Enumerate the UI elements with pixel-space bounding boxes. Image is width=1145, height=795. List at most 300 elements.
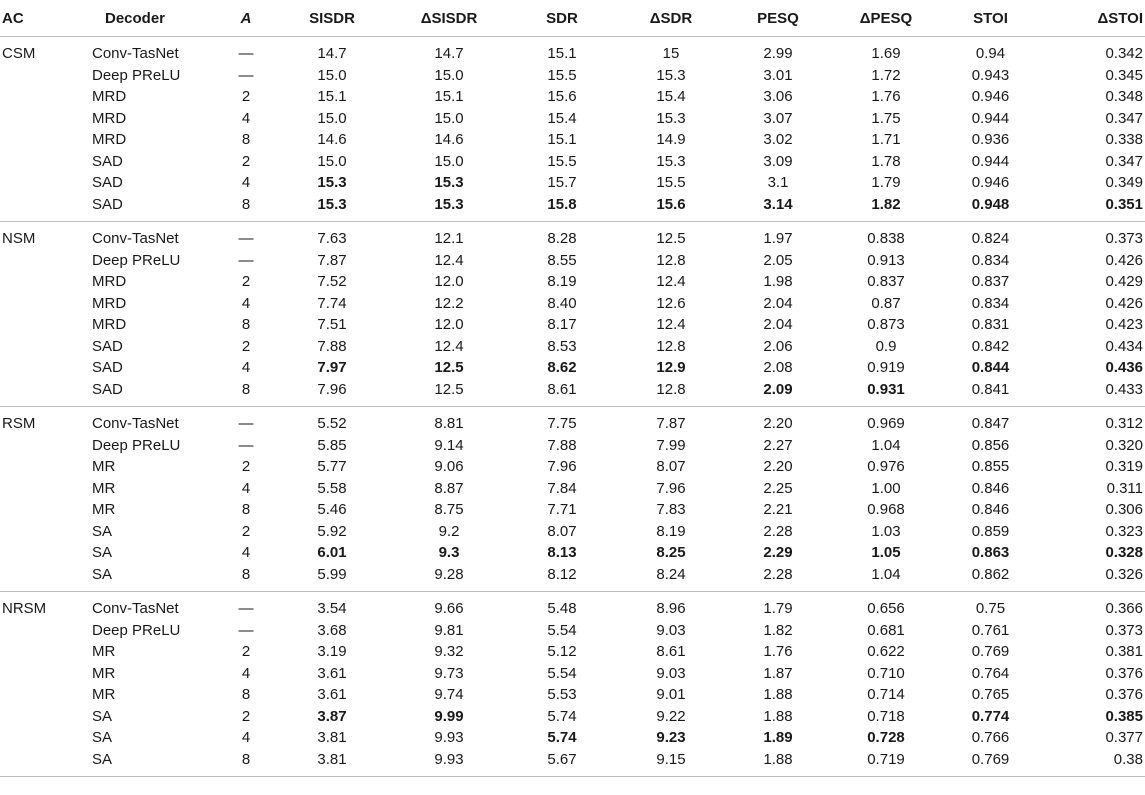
header-ac: AC [0, 0, 90, 37]
stoi-cell: 0.846 [971, 479, 1010, 497]
sisdr-cell: 7.87 [317, 251, 347, 269]
table-group-csm [0, 37, 1145, 222]
delta-sdr-cell: 12.8 [616, 379, 726, 407]
decoder-cell: MRD [92, 273, 127, 290]
delta-stoi-cell: 0.348 [1105, 88, 1143, 105]
ac-label: NRSM [2, 600, 47, 617]
delta-pesq-cell: 1.69 [871, 45, 901, 62]
delta-stoi-cell: 0.385 [1105, 707, 1143, 725]
sisdr-cell: 3.81 [317, 729, 347, 746]
a-cell: — [238, 436, 254, 454]
table-row [0, 706, 1145, 728]
stoi-cell: 0.761 [971, 621, 1010, 639]
header-sisdr: SISDR [274, 0, 390, 37]
delta-sisdr-cell: 9.93 [434, 729, 464, 746]
decoder-cell: MR [92, 686, 116, 703]
sdr-cell: 15.5 [547, 66, 577, 84]
table-row [0, 129, 1145, 151]
ac-label-empty [0, 293, 90, 315]
delta-stoi-cell: 0.433 [1039, 379, 1145, 407]
delta-sisdr-cell: 9.73 [434, 664, 464, 682]
decoder-cell: MRD [92, 131, 127, 148]
delta-sisdr-cell: 9.32 [434, 643, 464, 660]
delta-stoi-cell: 0.366 [1105, 600, 1143, 617]
delta-sisdr-cell: 12.0 [434, 316, 464, 333]
pesq-cell: 3.1 [767, 174, 789, 191]
sdr-cell: 7.96 [547, 458, 577, 475]
decoder-cell: SA [90, 564, 218, 592]
delta-pesq-cell: 0.976 [867, 458, 905, 475]
pesq-cell: 2.27 [763, 436, 793, 454]
delta-stoi-cell: 0.306 [1105, 501, 1143, 518]
table-row [0, 379, 1145, 407]
sisdr-cell: 3.54 [317, 600, 347, 617]
delta-sisdr-cell: 15.1 [434, 88, 464, 105]
delta-sisdr-cell: 12.1 [434, 230, 464, 247]
decoder-cell: Conv-TasNet [92, 45, 179, 62]
table-row [0, 521, 1145, 543]
header-row [0, 0, 1145, 37]
ac-label-empty [0, 129, 90, 151]
table-row [0, 65, 1145, 87]
delta-sisdr-cell: 15.0 [434, 152, 464, 170]
delta-pesq-cell: 0.714 [867, 686, 905, 703]
delta-sdr-cell: 9.01 [656, 686, 686, 703]
delta-stoi-cell: 0.312 [1105, 415, 1143, 432]
header-delta-sdr: ΔSDR [616, 0, 726, 37]
stoi-cell: 0.946 [971, 88, 1010, 105]
a-cell: 2 [241, 273, 251, 290]
delta-sisdr-cell: 12.2 [434, 294, 464, 312]
delta-pesq-cell: 0.931 [830, 379, 942, 407]
sisdr-cell: 3.19 [317, 643, 347, 660]
ac-label-empty [0, 727, 90, 749]
stoi-cell: 0.862 [942, 564, 1039, 592]
ac-label-empty [0, 86, 90, 108]
a-cell: 8 [218, 749, 274, 777]
decoder-cell: SA [92, 544, 113, 561]
stoi-cell: 0.844 [971, 359, 1010, 376]
ac-label-empty [0, 684, 90, 706]
table-row [0, 564, 1145, 592]
table-row [0, 499, 1145, 521]
ac-label: RSM [2, 415, 36, 432]
pesq-cell: 1.88 [763, 707, 793, 725]
delta-pesq-cell: 0.838 [867, 230, 905, 247]
decoder-cell: SA [92, 729, 113, 746]
delta-sdr-cell: 15.3 [656, 109, 686, 127]
ac-label-empty [0, 749, 90, 777]
sdr-cell: 15.1 [547, 45, 577, 62]
pesq-cell: 2.05 [763, 251, 793, 269]
delta-sisdr-cell: 15.0 [434, 66, 464, 84]
decoder-cell: SA [90, 749, 218, 777]
delta-pesq-cell: 0.969 [867, 415, 905, 432]
delta-pesq-cell: 1.00 [871, 479, 901, 497]
header-decoder: Decoder [90, 0, 218, 37]
a-cell: 2 [241, 522, 251, 540]
header-stoi: STOI [942, 0, 1039, 37]
sisdr-cell: 15.3 [274, 194, 390, 222]
sdr-cell: 5.48 [547, 600, 577, 617]
ac-label-empty [0, 336, 90, 358]
delta-sisdr-cell: 8.75 [434, 501, 464, 518]
delta-sisdr-cell: 8.81 [434, 415, 464, 432]
delta-sdr-cell: 12.9 [656, 359, 686, 376]
sdr-cell: 15.5 [547, 152, 577, 170]
sisdr-cell: 14.7 [317, 45, 347, 62]
table-row [0, 314, 1145, 336]
delta-pesq-cell: 1.75 [871, 109, 901, 127]
delta-pesq-cell: 0.837 [867, 273, 905, 290]
delta-sdr-cell: 7.87 [656, 415, 686, 432]
stoi-cell: 0.944 [971, 109, 1010, 127]
ac-label-empty [0, 641, 90, 663]
delta-pesq-cell: 0.919 [867, 359, 905, 376]
stoi-cell: 0.75 [975, 600, 1006, 617]
delta-pesq-cell: 0.913 [867, 251, 905, 269]
delta-sdr-cell: 7.99 [656, 436, 686, 454]
sdr-cell: 8.62 [547, 359, 577, 376]
sisdr-cell: 5.77 [317, 458, 347, 475]
stoi-cell: 0.936 [971, 131, 1010, 148]
table-row [0, 86, 1145, 108]
delta-sdr-cell: 12.5 [656, 230, 686, 247]
delta-sdr-cell: 9.03 [656, 664, 686, 682]
decoder-cell: MR [92, 501, 116, 518]
pesq-cell: 2.09 [726, 379, 830, 407]
sisdr-cell: 3.61 [317, 686, 347, 703]
delta-sisdr-cell: 12.4 [434, 337, 464, 355]
delta-sdr-cell: 15.3 [656, 66, 686, 84]
delta-pesq-cell: 0.622 [867, 643, 905, 660]
a-cell: 8 [218, 379, 274, 407]
decoder-cell: SAD [92, 337, 123, 355]
a-cell: 8 [241, 501, 251, 518]
decoder-cell: MR [92, 479, 116, 497]
ac-label-empty [0, 357, 90, 379]
stoi-cell: 0.769 [971, 643, 1010, 660]
delta-pesq-cell: 1.76 [871, 88, 901, 105]
header-delta-pesq: ΔPESQ [830, 0, 942, 37]
delta-sisdr-cell: 14.6 [434, 131, 464, 148]
sdr-cell: 5.54 [547, 664, 577, 682]
header-pesq: PESQ [726, 0, 830, 37]
pesq-cell: 3.01 [763, 66, 793, 84]
delta-sisdr-cell: 12.5 [390, 379, 508, 407]
a-cell: 4 [241, 359, 251, 376]
ac-label-empty [0, 478, 90, 500]
table-group-nrsm [0, 592, 1145, 777]
pesq-cell: 1.97 [763, 230, 793, 247]
decoder-cell: MRD [92, 294, 127, 312]
stoi-cell: 0.834 [971, 251, 1010, 269]
ac-label-empty [0, 379, 90, 407]
delta-pesq-cell: 0.728 [867, 729, 905, 746]
stoi-cell: 0.847 [971, 415, 1010, 432]
sisdr-cell: 15.3 [317, 174, 347, 191]
delta-pesq-cell: 1.79 [871, 174, 901, 191]
sdr-cell: 8.40 [547, 294, 577, 312]
table-row [0, 727, 1145, 749]
stoi-cell: 0.863 [971, 544, 1010, 561]
decoder-cell: Deep PReLU [92, 66, 181, 84]
delta-sdr-cell: 8.96 [656, 600, 686, 617]
sisdr-cell: 3.81 [274, 749, 390, 777]
delta-stoi-cell: 0.347 [1105, 152, 1143, 170]
stoi-cell: 0.948 [942, 194, 1039, 222]
delta-sisdr-cell: 9.81 [434, 621, 464, 639]
a-cell: — [238, 251, 254, 269]
stoi-cell: 0.842 [971, 337, 1010, 355]
stoi-cell: 0.766 [971, 729, 1010, 746]
sisdr-cell: 5.46 [317, 501, 347, 518]
ac-label-empty [0, 564, 90, 592]
decoder-cell: Deep PReLU [92, 621, 181, 639]
table-row [0, 194, 1145, 222]
delta-sdr-cell: 8.61 [656, 643, 686, 660]
decoder-cell: Deep PReLU [92, 436, 181, 454]
pesq-cell: 1.79 [763, 600, 793, 617]
delta-sisdr-cell: 9.06 [434, 458, 464, 475]
sisdr-cell: 15.0 [317, 66, 347, 84]
delta-stoi-cell: 0.373 [1105, 230, 1143, 247]
decoder-cell: Conv-TasNet [92, 230, 179, 247]
a-cell: 2 [241, 707, 251, 725]
sdr-cell: 8.17 [547, 316, 577, 333]
delta-pesq-cell: 1.03 [871, 522, 901, 540]
sdr-cell: 8.07 [547, 522, 577, 540]
pesq-cell: 3.06 [763, 88, 793, 105]
sisdr-cell: 5.58 [317, 479, 347, 497]
sisdr-cell: 3.68 [317, 621, 347, 639]
a-cell: — [238, 621, 254, 639]
sisdr-cell: 5.92 [317, 522, 347, 540]
delta-pesq-cell: 0.656 [867, 600, 905, 617]
delta-sdr-cell: 12.8 [656, 337, 686, 355]
sdr-cell: 5.12 [547, 643, 577, 660]
a-cell: 2 [241, 337, 251, 355]
delta-sisdr-cell: 15.3 [390, 194, 508, 222]
delta-stoi-cell: 0.320 [1105, 436, 1143, 454]
stoi-cell: 0.846 [971, 501, 1010, 518]
pesq-cell: 2.25 [763, 479, 793, 497]
sdr-cell: 8.13 [547, 544, 577, 561]
a-cell: — [238, 45, 254, 62]
sisdr-cell: 14.6 [317, 131, 347, 148]
table-row [0, 407, 1145, 435]
sisdr-cell: 15.0 [317, 152, 347, 170]
sisdr-cell: 7.51 [317, 316, 347, 333]
a-cell: — [238, 600, 254, 617]
sisdr-cell: 3.87 [317, 707, 347, 725]
delta-pesq-cell: 0.968 [867, 501, 905, 518]
pesq-cell: 2.08 [763, 359, 793, 376]
ac-label-empty [0, 108, 90, 130]
table-row [0, 293, 1145, 315]
a-cell: 4 [241, 729, 251, 746]
sdr-cell: 15.1 [547, 131, 577, 148]
delta-sdr-cell: 15.5 [656, 174, 686, 191]
sisdr-cell: 7.74 [317, 294, 347, 312]
stoi-cell: 0.837 [971, 273, 1010, 290]
ac-label-empty [0, 542, 90, 564]
ac-label-empty [0, 620, 90, 642]
delta-sisdr-cell: 9.74 [434, 686, 464, 703]
delta-sisdr-cell: 9.2 [438, 522, 460, 540]
delta-sdr-cell: 12.6 [656, 294, 686, 312]
a-cell: 4 [241, 109, 251, 127]
delta-stoi-cell: 0.38 [1039, 749, 1145, 777]
sisdr-cell: 6.01 [317, 544, 347, 561]
table-row [0, 151, 1145, 173]
pesq-cell: 2.21 [763, 501, 793, 518]
pesq-cell: 2.28 [763, 522, 793, 540]
delta-stoi-cell: 0.381 [1105, 643, 1143, 660]
delta-stoi-cell: 0.323 [1105, 522, 1143, 540]
sdr-cell: 8.28 [547, 230, 577, 247]
table-row [0, 620, 1145, 642]
decoder-cell: MR [92, 643, 116, 660]
ac-label-empty [0, 151, 90, 173]
table-row [0, 108, 1145, 130]
delta-sdr-cell: 12.4 [656, 273, 686, 290]
ac-label-empty [0, 271, 90, 293]
sdr-cell: 8.19 [547, 273, 577, 290]
table-row [0, 37, 1145, 65]
decoder-cell: MRD [92, 316, 127, 333]
pesq-cell: 2.06 [763, 337, 793, 355]
pesq-cell: 2.04 [763, 316, 793, 333]
delta-stoi-cell: 0.326 [1039, 564, 1145, 592]
delta-pesq-cell: 1.04 [830, 564, 942, 592]
delta-sdr-cell: 9.15 [616, 749, 726, 777]
a-cell: 4 [241, 294, 251, 312]
decoder-cell: SA [92, 522, 113, 540]
ac-label-empty [0, 65, 90, 87]
delta-stoi-cell: 0.434 [1105, 337, 1143, 355]
delta-pesq-cell: 0.718 [867, 707, 905, 725]
delta-stoi-cell: 0.373 [1105, 621, 1143, 639]
sdr-cell: 5.54 [547, 621, 577, 639]
decoder-cell: SA [92, 707, 113, 725]
header-delta-stoi: ΔSTOI [1039, 0, 1145, 37]
delta-sisdr-cell: 9.93 [390, 749, 508, 777]
sdr-cell: 8.53 [547, 337, 577, 355]
a-cell: 8 [218, 194, 274, 222]
sdr-cell: 15.6 [547, 88, 577, 105]
decoder-cell: MRD [92, 109, 127, 127]
sdr-cell: 15.7 [547, 174, 577, 191]
pesq-cell: 1.76 [763, 643, 793, 660]
delta-sdr-cell: 8.24 [616, 564, 726, 592]
sisdr-cell: 7.52 [317, 273, 347, 290]
sisdr-cell: 7.88 [317, 337, 347, 355]
ac-label-empty [0, 663, 90, 685]
delta-sdr-cell: 8.19 [656, 522, 686, 540]
delta-stoi-cell: 0.328 [1105, 544, 1143, 561]
delta-sdr-cell: 15.4 [656, 88, 686, 105]
delta-sisdr-cell: 9.28 [390, 564, 508, 592]
ac-label-empty [0, 172, 90, 194]
sisdr-cell: 5.99 [274, 564, 390, 592]
sisdr-cell: 3.61 [317, 664, 347, 682]
delta-stoi-cell: 0.376 [1105, 664, 1143, 682]
delta-pesq-cell: 0.719 [830, 749, 942, 777]
table-header [0, 0, 1145, 37]
a-cell: 4 [241, 544, 251, 561]
header-delta-sisdr: ΔSISDR [390, 0, 508, 37]
stoi-cell: 0.774 [971, 707, 1010, 725]
sisdr-cell: 5.85 [317, 436, 347, 454]
a-cell: 8 [218, 564, 274, 592]
table-group-rsm [0, 407, 1145, 592]
delta-sdr-cell: 8.25 [656, 544, 686, 561]
delta-stoi-cell: 0.376 [1105, 686, 1143, 703]
delta-stoi-cell: 0.342 [1105, 45, 1143, 62]
a-cell: 2 [241, 88, 251, 105]
decoder-cell: SAD [90, 379, 218, 407]
sdr-cell: 5.74 [547, 729, 577, 746]
decoder-cell: MR [92, 664, 116, 682]
sdr-cell: 15.8 [508, 194, 616, 222]
a-cell: — [238, 66, 254, 84]
delta-stoi-cell: 0.349 [1105, 174, 1143, 191]
stoi-cell: 0.824 [971, 230, 1010, 247]
table-row [0, 357, 1145, 379]
delta-sisdr-cell: 8.87 [434, 479, 464, 497]
delta-pesq-cell: 0.681 [867, 621, 905, 639]
a-cell: 2 [241, 152, 251, 170]
table-row [0, 271, 1145, 293]
delta-pesq-cell: 1.78 [871, 152, 901, 170]
decoder-cell: MR [92, 458, 116, 475]
pesq-cell: 1.87 [763, 664, 793, 682]
delta-stoi-cell: 0.311 [1106, 479, 1143, 497]
stoi-cell: 0.859 [971, 522, 1010, 540]
stoi-cell: 0.856 [971, 436, 1010, 454]
stoi-cell: 0.831 [971, 316, 1010, 333]
table-row [0, 542, 1145, 564]
delta-sisdr-cell: 9.14 [434, 436, 464, 454]
table-row [0, 684, 1145, 706]
a-cell: 4 [241, 664, 251, 682]
pesq-cell: 2.99 [763, 45, 793, 62]
delta-pesq-cell: 1.04 [871, 436, 901, 454]
delta-sisdr-cell: 15.3 [434, 174, 464, 191]
ac-label-empty [0, 706, 90, 728]
table-row [0, 456, 1145, 478]
header-a: A [218, 0, 274, 37]
table-row [0, 663, 1145, 685]
pesq-cell: 2.28 [726, 564, 830, 592]
delta-sisdr-cell: 12.5 [434, 359, 464, 376]
sdr-cell: 7.71 [547, 501, 577, 518]
stoi-cell: 0.834 [971, 294, 1010, 312]
decoder-cell: Deep PReLU [92, 251, 181, 269]
decoder-cell: Conv-TasNet [92, 600, 179, 617]
delta-pesq-cell: 1.82 [830, 194, 942, 222]
delta-pesq-cell: 1.05 [871, 544, 901, 561]
ac-label-empty [0, 521, 90, 543]
decoder-cell: MRD [92, 88, 127, 105]
sisdr-cell: 7.96 [274, 379, 390, 407]
delta-stoi-cell: 0.347 [1105, 109, 1143, 127]
stoi-cell: 0.841 [942, 379, 1039, 407]
a-cell: 4 [241, 479, 251, 497]
sdr-cell: 5.74 [547, 707, 577, 725]
delta-pesq-cell: 1.71 [871, 131, 901, 148]
